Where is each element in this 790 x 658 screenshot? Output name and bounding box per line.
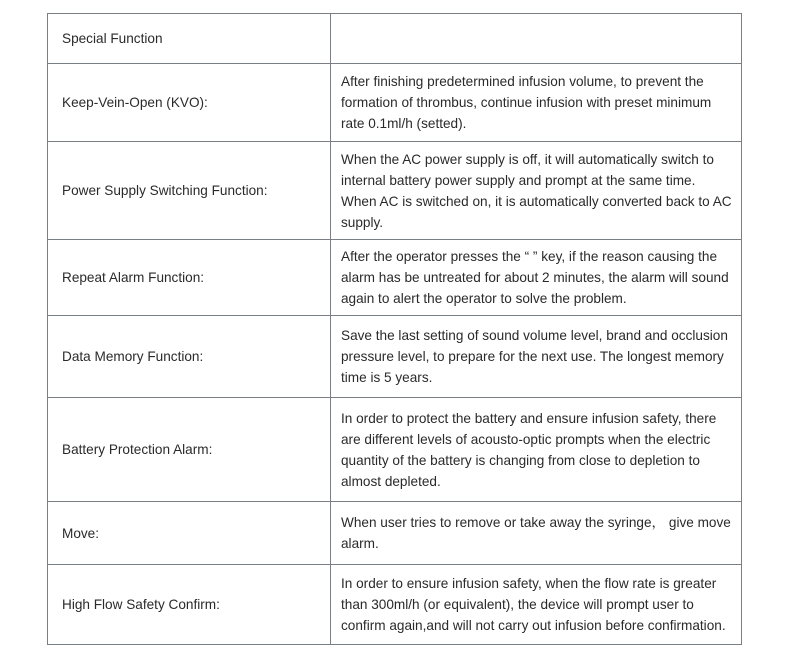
function-name-high-flow: High Flow Safety Confirm: <box>48 565 331 645</box>
table-row <box>48 398 742 502</box>
special-function-table <box>47 13 742 645</box>
table-row <box>48 502 742 565</box>
function-description-kvo: After finishing predetermined infusion volume, to prevent the formation of thrombus, continue infusion with preset minimum rate 0.1ml/h (setted). <box>331 64 742 142</box>
function-name-kvo: Keep-Vein-Open (KVO): <box>48 64 331 142</box>
table-row <box>48 316 742 398</box>
function-description-move: When user tries to remove or take away the syringe， give move alarm. <box>331 502 742 565</box>
function-name-repeat-alarm: Repeat Alarm Function: <box>48 240 331 316</box>
function-description-repeat-alarm: After the operator presses the “ ” key, if the reason causing the alarm has be untreated for about 2 minutes, the alarm will sound again to alert the operator to solve the problem. <box>331 240 742 316</box>
function-name-power-supply: Power Supply Switching Function: <box>48 142 331 240</box>
function-description-power-supply: When the AC power supply is off, it will automatically switch to internal battery power supply and prompt at the same time. When AC is switched on, it is automatically converted back to AC supply. <box>331 142 742 240</box>
function-name-data-memory: Data Memory Function: <box>48 316 331 398</box>
table-row <box>48 64 742 142</box>
function-description-high-flow: In order to ensure infusion safety, when the flow rate is greater than 300ml/h (or equivalent), the device will prompt user to confirm again,and will not carry out infusion before confirmation. <box>331 565 742 645</box>
function-description-data-memory: Save the last setting of sound volume level, brand and occlusion pressure level, to prepare for the next use. The longest memory time is 5 years. <box>331 316 742 398</box>
header-value-cell <box>331 14 742 64</box>
table-row <box>48 565 742 645</box>
table-header-row <box>48 14 742 64</box>
header-label-cell: Special Function <box>48 14 331 64</box>
function-description-battery-protection: In order to protect the battery and ensure infusion safety, there are different levels of acousto-optic prompts when the electric quantity of the battery is changing from close to depletion to almost depleted. <box>331 398 742 502</box>
table-row <box>48 142 742 240</box>
table-row <box>48 240 742 316</box>
function-name-battery-protection: Battery Protection Alarm: <box>48 398 331 502</box>
function-name-move: Move: <box>48 502 331 565</box>
